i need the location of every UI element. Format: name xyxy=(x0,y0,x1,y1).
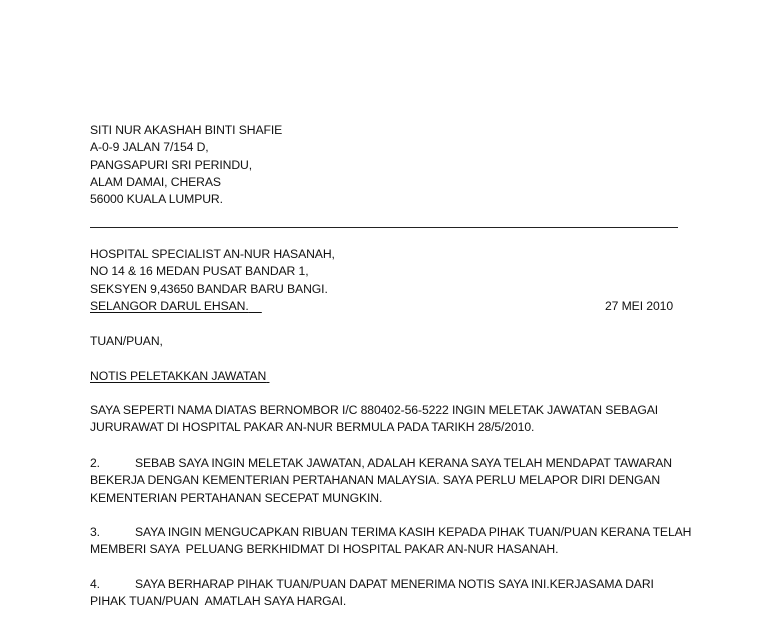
header-divider xyxy=(90,227,678,228)
recipient-line-3: SEKSYEN 9,43650 BANDAR BARU BANGI. xyxy=(90,281,328,296)
sender-address-line-1: A-0-9 JALAN 7/154 D, xyxy=(90,140,209,155)
recipient-line-1: HOSPITAL SPECIALIST AN-NUR HASANAH, xyxy=(90,247,335,261)
subject-text: NOTIS PELETAKKAN JAWATAN xyxy=(90,369,267,383)
paragraph-2 xyxy=(90,455,680,507)
recipient-line-2: NO 14 & 16 MEDAN PUSAT BANDAR 1, xyxy=(90,264,309,279)
recipient-state: SELANGOR DARUL EHSAN. xyxy=(90,298,249,313)
paragraph-4-line-1: SAYA BERHARAP PIHAK TUAN/PUAN DAPAT MENERIMA NOTIS SAYA INI.KERJASAMA DARI xyxy=(135,577,654,591)
paragraph-2-number: 2. xyxy=(90,456,100,470)
sender-name: SITI NUR AKASHAH BINTI SHAFIE xyxy=(90,123,283,137)
paragraph-1-line-2: JURURAWAT DI HOSPITAL PAKAR AN-NUR BERMULA PADA TARIKH 28/5/2010. xyxy=(90,420,535,435)
paragraph-2-line-1: SEBAB SAYA INGIN MELETAK JAWATAN, ADALAH KERANA SAYA TELAH MENDAPAT TAWARAN xyxy=(135,456,673,470)
paragraph-4 xyxy=(90,576,680,611)
paragraph-3-line-1: SAYA INGIN MENGUCAPKAN RIBUAN TERIMA KASIH KEPADA PIHAK TUAN/PUAN KERANA TELAH xyxy=(135,525,692,539)
sender-address-line-4: 56000 KUALA LUMPUR. xyxy=(90,192,223,207)
recipient-address-block xyxy=(90,246,680,315)
paragraph-1 xyxy=(90,402,680,437)
paragraph-3-line-2: MEMBERI SAYA PELUANG BERKHIDMAT DI HOSPITAL PAKAR AN-NUR HASANAH. xyxy=(90,542,559,557)
paragraph-4-line-2: PIHAK TUAN/PUAN AMATLAH SAYA HARGAI. xyxy=(90,594,347,609)
paragraph-2-line-3: KEMENTERIAN PERTAHANAN SECEPAT MUNGKIN. xyxy=(90,490,383,505)
sender-address-block xyxy=(90,122,680,208)
paragraph-2-line-2: BEKERJA DENGAN KEMENTERIAN PERTAHANAN MALAYSIA. SAYA PERLU MELAPOR DIRI DENGAN xyxy=(90,473,661,488)
paragraph-3 xyxy=(90,524,692,559)
subject-heading xyxy=(90,368,680,385)
paragraph-4-number: 4. xyxy=(90,577,100,591)
sender-address-line-3: ALAM DAMAI, CHERAS xyxy=(90,174,221,189)
salutation xyxy=(90,333,680,350)
salutation-text: TUAN/PUAN, xyxy=(90,334,163,348)
sender-address-line-2: PANGSAPURI SRI PERINDU, xyxy=(90,157,253,172)
paragraph-1-line-1: SAYA SEPERTI NAMA DIATAS BERNOMBOR I/C 880402-56-5222 INGIN MELETAK JAWATAN SEBAGAI xyxy=(90,403,659,417)
paragraph-3-number: 3. xyxy=(90,525,100,539)
letter-date: 27 MEI 2010 xyxy=(604,299,673,313)
